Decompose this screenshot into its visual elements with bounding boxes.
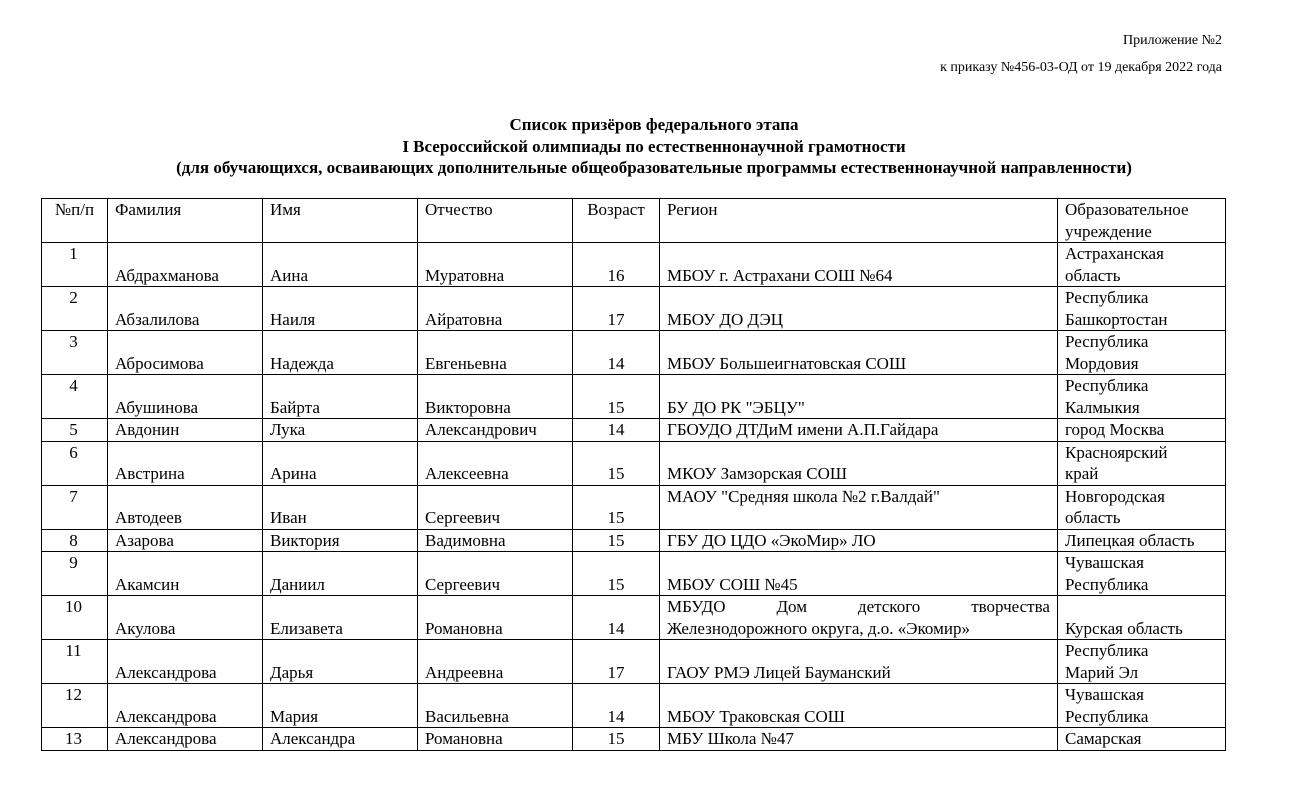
cell-surname: Абдрахманова <box>108 243 263 287</box>
document-title <box>0 114 1308 179</box>
region-line-2: Марий Эл <box>1065 662 1139 682</box>
cell-region <box>1058 243 1226 287</box>
institution-line-2: Железнодорожного округа, д.о. «Экомир» <box>667 618 970 638</box>
cell-name: Аина <box>263 243 418 287</box>
cell-num: 8 <box>42 529 108 552</box>
table-row <box>42 331 1226 375</box>
cell-age: 14 <box>573 596 660 640</box>
appendix-order-reference: к приказу №456-03-ОД от 19 декабря 2022 года <box>940 60 1222 75</box>
cell-region <box>1058 684 1226 728</box>
cell-age: 15 <box>573 552 660 596</box>
cell-num: 6 <box>42 441 108 485</box>
cell-region <box>1058 552 1226 596</box>
cell-region <box>1058 375 1226 419</box>
cell-institution: МАОУ "Средняя школа №2 г.Валдай" <box>660 485 1058 529</box>
cell-num: 3 <box>42 331 108 375</box>
cell-patronymic: Муратовна <box>418 243 573 287</box>
region-line-1: Чувашская <box>1065 685 1144 704</box>
table-row <box>42 728 1226 751</box>
title-line-1: Список призёров федерального этапа <box>509 115 799 134</box>
cell-age: 14 <box>573 684 660 728</box>
cell-surname: Акулова <box>108 596 263 640</box>
cell-surname: Александрова <box>108 728 263 751</box>
region-line-1: Республика <box>1065 332 1149 351</box>
cell-patronymic: Евгеньевна <box>418 331 573 375</box>
cell-surname: Азарова <box>108 529 263 552</box>
table-header-row <box>42 199 1226 243</box>
cell-age: 15 <box>573 529 660 552</box>
title-line-2: I Всероссийской олимпиады по естественнонаучной грамотности <box>402 136 906 156</box>
cell-region: город Москва <box>1058 419 1226 442</box>
cell-num: 2 <box>42 287 108 331</box>
cell-age: 15 <box>573 728 660 751</box>
table-row <box>42 552 1226 596</box>
cell-region: Курская область <box>1058 596 1226 640</box>
cell-num: 9 <box>42 552 108 596</box>
cell-num: 4 <box>42 375 108 419</box>
header-num: №п/п <box>42 199 108 243</box>
cell-patronymic: Алексеевна <box>418 441 573 485</box>
cell-region: Липецкая область <box>1058 529 1226 552</box>
table-row <box>42 243 1226 287</box>
table-row <box>42 596 1226 640</box>
cell-age: 17 <box>573 287 660 331</box>
cell-patronymic: Викторовна <box>418 375 573 419</box>
cell-num: 13 <box>42 728 108 751</box>
cell-patronymic: Вадимовна <box>418 529 573 552</box>
table-row <box>42 287 1226 331</box>
header-patronymic: Отчество <box>418 199 573 243</box>
winners-table <box>41 198 1226 751</box>
region-line-2: Калмыкия <box>1065 397 1140 417</box>
cell-patronymic: Андреевна <box>418 640 573 684</box>
region-line-1: Республика <box>1065 376 1149 395</box>
cell-name: Елизавета <box>263 596 418 640</box>
cell-name: Мария <box>263 684 418 728</box>
cell-institution: ГБОУДО ДТДиМ имени А.П.Гайдара <box>660 419 1058 442</box>
cell-institution: МБУ Школа №47 <box>660 728 1058 751</box>
cell-surname: Акамсин <box>108 552 263 596</box>
region-line-1: Новгородская <box>1065 486 1165 506</box>
cell-name: Надежда <box>263 331 418 375</box>
cell-patronymic: Александрович <box>418 419 573 442</box>
cell-surname: Абушинова <box>108 375 263 419</box>
header-region <box>1058 199 1226 243</box>
cell-name: Иван <box>263 485 418 529</box>
region-line-1: Республика <box>1065 288 1149 307</box>
cell-num: 11 <box>42 640 108 684</box>
region-line-2: область <box>1065 508 1121 527</box>
cell-name: Байрта <box>263 375 418 419</box>
cell-surname: Абросимова <box>108 331 263 375</box>
cell-institution: МБОУ Траковская СОШ <box>660 684 1058 728</box>
institution-line-1 <box>667 596 1050 618</box>
cell-name: Лука <box>263 419 418 442</box>
cell-surname: Австрина <box>108 441 263 485</box>
region-line-2: Республика <box>1065 574 1149 594</box>
cell-institution: ГБУ ДО ЦДО «ЭкоМир» ЛО <box>660 529 1058 552</box>
region-line-2: область <box>1065 265 1121 285</box>
region-line-2: Республика <box>1065 706 1149 726</box>
appendix-number: Приложение №2 <box>1123 33 1222 48</box>
cell-region <box>1058 640 1226 684</box>
cell-surname: Автодеев <box>108 485 263 529</box>
institution-word: детского <box>857 597 921 616</box>
table-row <box>42 640 1226 684</box>
table-row <box>42 441 1226 485</box>
cell-age: 15 <box>573 485 660 529</box>
cell-institution: БУ ДО РК "ЭБЦУ" <box>660 375 1058 419</box>
cell-patronymic: Айратовна <box>418 287 573 331</box>
cell-region <box>1058 441 1226 485</box>
cell-name: Даниил <box>263 552 418 596</box>
cell-institution: МБОУ СОШ №45 <box>660 552 1058 596</box>
header-region-line-1: Образовательное <box>1065 200 1189 219</box>
cell-name: Александра <box>263 728 418 751</box>
cell-region <box>1058 331 1226 375</box>
cell-name: Арина <box>263 441 418 485</box>
institution-word: творчества <box>971 597 1050 616</box>
table-row <box>42 684 1226 728</box>
cell-surname: Александрова <box>108 684 263 728</box>
header-institution: Регион <box>660 199 1058 243</box>
title-line-3: (для обучающихся, осваивающих дополнительные общеобразовательные программы естественнонаучной направленности) <box>176 158 1132 177</box>
table-row <box>42 529 1226 552</box>
cell-region <box>1058 287 1226 331</box>
cell-patronymic: Романовна <box>418 728 573 751</box>
table-row <box>42 419 1226 442</box>
cell-age: 16 <box>573 243 660 287</box>
cell-patronymic: Сергеевич <box>418 552 573 596</box>
cell-age: 14 <box>573 419 660 442</box>
cell-num: 12 <box>42 684 108 728</box>
cell-institution: МБОУ ДО ДЭЦ <box>660 287 1058 331</box>
table-row <box>42 375 1226 419</box>
cell-institution <box>660 596 1058 640</box>
institution-word: Дом <box>776 597 807 616</box>
cell-surname: Абзалилова <box>108 287 263 331</box>
header-surname: Фамилия <box>108 199 263 243</box>
cell-name: Дарья <box>263 640 418 684</box>
cell-num: 1 <box>42 243 108 287</box>
table-row <box>42 485 1226 529</box>
cell-age: 17 <box>573 640 660 684</box>
cell-num: 5 <box>42 419 108 442</box>
header-name: Имя <box>263 199 418 243</box>
cell-region: Самарская <box>1058 728 1226 751</box>
region-line-2: Мордовия <box>1065 353 1139 373</box>
region-line-1: Астраханская <box>1065 244 1164 263</box>
cell-institution: ГАОУ РМЭ Лицей Бауманский <box>660 640 1058 684</box>
cell-num: 10 <box>42 596 108 640</box>
region-line-2: край <box>1065 464 1099 483</box>
region-line-2: Башкортостан <box>1065 309 1168 329</box>
cell-name: Наиля <box>263 287 418 331</box>
cell-patronymic: Сергеевич <box>418 485 573 529</box>
cell-institution: МКОУ Замзорская СОШ <box>660 441 1058 485</box>
region-line-1: Республика <box>1065 641 1149 660</box>
header-region-line-2: учреждение <box>1065 221 1152 241</box>
cell-patronymic: Романовна <box>418 596 573 640</box>
cell-region <box>1058 485 1226 529</box>
cell-age: 15 <box>573 375 660 419</box>
cell-age: 14 <box>573 331 660 375</box>
cell-patronymic: Васильевна <box>418 684 573 728</box>
region-line-1: Красноярский <box>1065 442 1168 462</box>
cell-num: 7 <box>42 485 108 529</box>
header-age: Возраст <box>573 199 660 243</box>
cell-surname: Авдонин <box>108 419 263 442</box>
cell-name: Виктория <box>263 529 418 552</box>
cell-institution: МБОУ г. Астрахани СОШ №64 <box>660 243 1058 287</box>
cell-institution: МБОУ Большеигнатовская СОШ <box>660 331 1058 375</box>
cell-surname: Александрова <box>108 640 263 684</box>
region-line-1: Чувашская <box>1065 553 1144 572</box>
institution-word: МБУДО <box>667 597 726 616</box>
cell-age: 15 <box>573 441 660 485</box>
